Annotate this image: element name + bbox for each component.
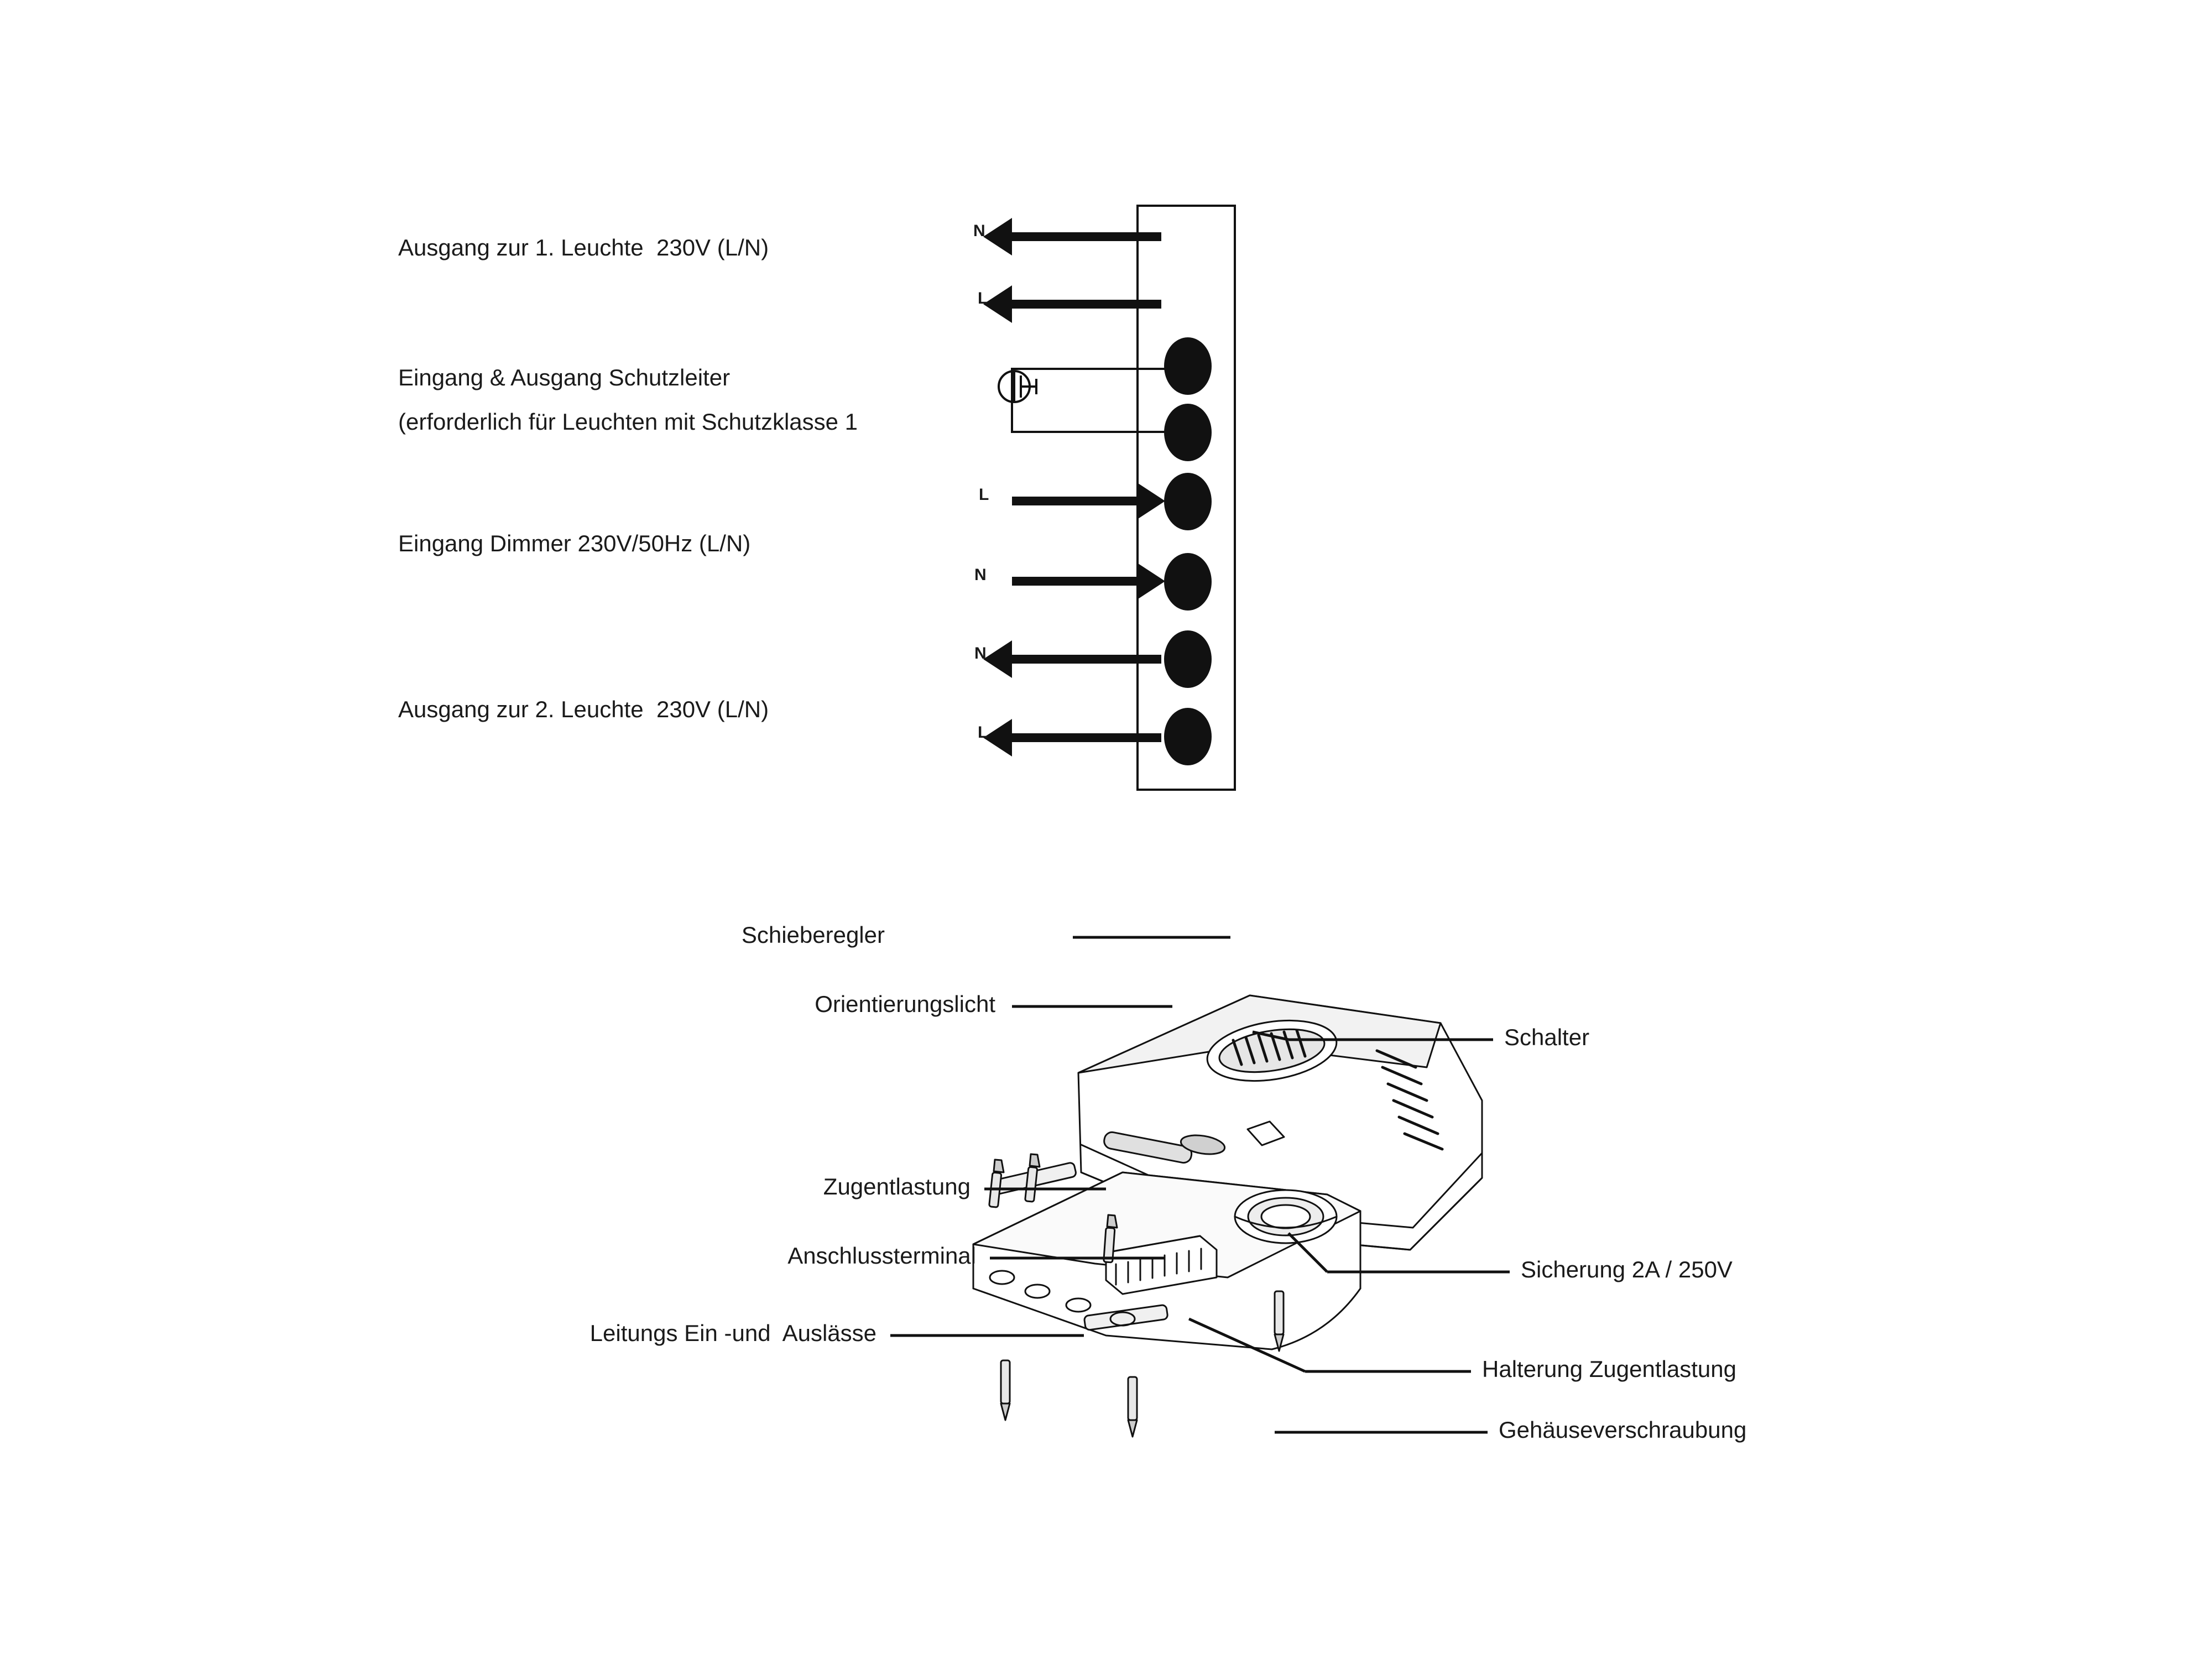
arrow-head-l-in (1136, 482, 1165, 520)
terminal-marker-l-out1: L (978, 289, 988, 307)
callout-strain-relief-holder: Halterung Zugentlastung (1482, 1356, 1736, 1382)
arrow-line-l-in (1012, 497, 1139, 505)
screw-5 (1128, 1377, 1137, 1437)
terminal-dot-pe-2 (1164, 404, 1212, 461)
arrow-head-n-out2 (983, 640, 1012, 678)
label-earth-line1: Eingang & Ausgang Schutzleiter (398, 364, 731, 390)
callout-cable-inlets: Leitungs Ein -und Auslässe (589, 1320, 877, 1346)
label-output-lamp2: Ausgang zur 2. Leuchte 230V (L/N) (398, 696, 769, 722)
arrow-line-l-out1 (1012, 300, 1161, 309)
terminal-marker-n-out1: N (973, 222, 985, 240)
terminal-dot-pe-1 (1164, 337, 1212, 395)
terminal-marker-l-out2: L (978, 723, 988, 742)
earth-line-bottom (1011, 431, 1166, 433)
callout-housing-screw: Gehäuseverschraubung (1499, 1417, 1747, 1443)
terminal-marker-n-in: N (974, 566, 987, 584)
terminal-dot-n-in (1164, 553, 1212, 611)
fuse-holder (1235, 1190, 1337, 1243)
arrow-line-l-out2 (1012, 733, 1161, 742)
callout-fuse: Sicherung 2A / 250V (1521, 1256, 1733, 1282)
callout-slider: Schieberegler (741, 922, 885, 948)
arrow-head-n-in (1136, 562, 1165, 600)
terminal-marker-l-in: L (979, 486, 989, 504)
label-output-lamp1: Ausgang zur 1. Leuchte 230V (L/N) (398, 234, 769, 260)
label-input-dimmer: Eingang Dimmer 230V/50Hz (L/N) (398, 530, 751, 556)
callout-switch: Schalter (1504, 1024, 1590, 1050)
arrow-line-n-out1 (1012, 232, 1161, 241)
label-earth-line2: (erforderlich für Leuchten mit Schutzklasse 1 (398, 409, 858, 435)
callout-orientation-light: Orientierungslicht (815, 991, 995, 1017)
terminal-dot-n-out2 (1164, 630, 1212, 688)
terminal-dot-l-in (1164, 473, 1212, 530)
arrow-head-n-out1 (983, 218, 1012, 255)
callout-strain-relief: Zugentlastung (823, 1173, 971, 1199)
callout-terminal-block: Anschlussterminal (787, 1243, 976, 1269)
terminal-marker-n-out2: N (974, 644, 987, 662)
terminal-dot-l-out2 (1164, 708, 1212, 765)
protective-earth-icon (995, 362, 1045, 411)
arrow-line-n-out2 (1012, 655, 1161, 664)
screw-4 (1001, 1360, 1010, 1420)
arrow-line-n-in (1012, 577, 1139, 586)
screw-6 (1275, 1291, 1284, 1351)
device-exploded-drawing (940, 791, 1631, 1510)
